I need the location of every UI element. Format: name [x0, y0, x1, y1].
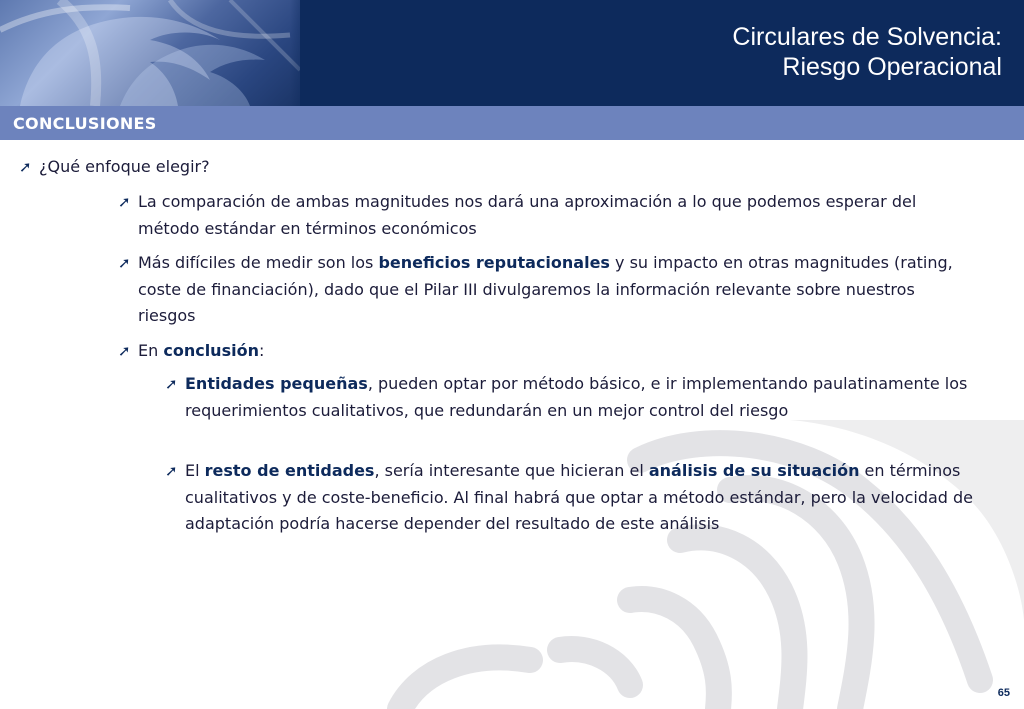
- list-item: ➚ Más difíciles de medir son los beneficios reputacionales y su impacto en otras magnitudes (rating, coste de financiación), dado que el Pilar III divulgaremos la información relevante sobre nuestros riesgos: [138, 250, 958, 330]
- header-photo: [0, 0, 300, 106]
- title-line-2: Riesgo Operacional: [782, 53, 1002, 81]
- arrow-bullet-icon: ➚: [118, 254, 131, 272]
- arrow-bullet-icon: ➚: [165, 462, 178, 480]
- page-title: [732, 22, 1002, 82]
- arrow-bullet-icon: ➚: [165, 375, 178, 393]
- arrow-bullet-icon: ➚: [118, 342, 131, 360]
- arrow-bullet-icon: ➚: [19, 158, 32, 176]
- list-item: ➚ Entidades pequeñas, pueden optar por método básico, e ir implementando paulatinamente los requerimientos cualitativos, que redundarán en un mejor control del riesgo: [185, 371, 985, 424]
- list-item: ➚ ¿Qué enfoque elegir?: [39, 154, 599, 181]
- griffin-logo-photo-icon: [0, 0, 300, 106]
- arrow-bullet-icon: ➚: [118, 193, 131, 211]
- list-item: ➚ El resto de entidades, sería interesante que hicieran el análisis de su situación en términos cualitativos y de coste-beneficio. Al final habrá que optar a método estándar, pero la velocidad de adaptación podría hacerse depender del resultado de este análisis: [185, 458, 985, 538]
- section-label: CONCLUSIONES: [13, 114, 157, 133]
- page-number: 65: [997, 687, 1010, 699]
- header-banner: [0, 0, 1024, 106]
- title-line-1: Circulares de Solvencia:: [732, 23, 1002, 51]
- list-item: ➚ La comparación de ambas magnitudes nos dará una aproximación a lo que podemos esperar del método estándar en términos económicos: [138, 189, 958, 242]
- list-item: ➚ En conclusión:: [138, 338, 958, 365]
- section-bar: [0, 106, 1024, 140]
